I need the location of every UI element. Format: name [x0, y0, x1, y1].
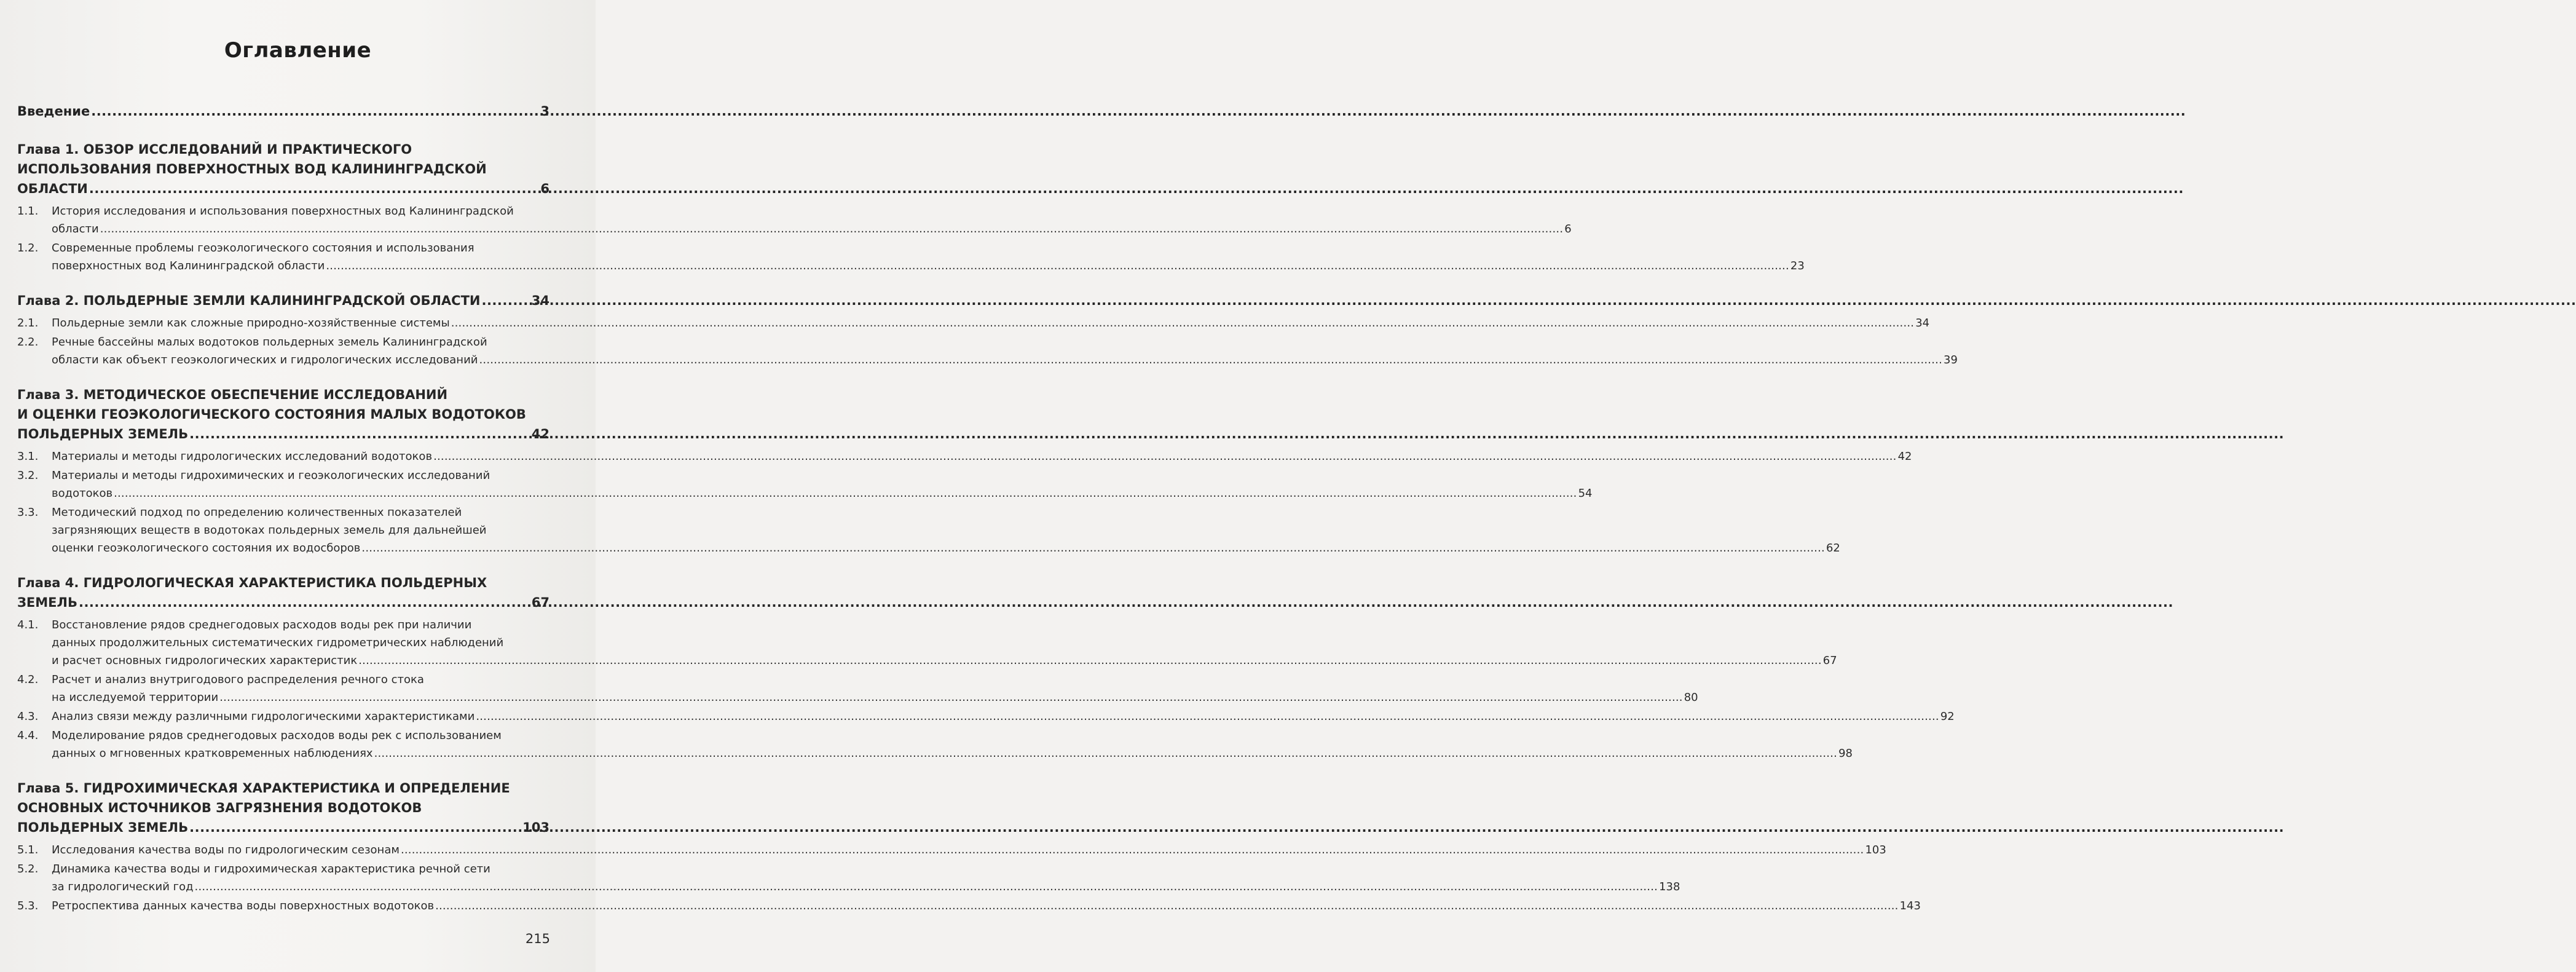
toc-section-entry[interactable] [17, 616, 1837, 670]
section-number: 4.4. [17, 729, 39, 742]
toc-page-number: 143 [1899, 899, 1921, 912]
section-title-line: Материалы и методы гидрохимических и геоэкологических исследований [52, 469, 490, 482]
dot-leader [374, 745, 1838, 762]
section-body [52, 333, 1958, 369]
section-title-line: водотоков [52, 487, 113, 500]
toc-section-entry[interactable] [17, 727, 1853, 762]
toc-section-entry[interactable] [17, 860, 1680, 896]
toc-page-number: 6 [1564, 223, 1572, 235]
chapter-title-line: ОСНОВНЫХ ИСТОЧНИКОВ ЗАГРЯЗНЕНИЯ ВОДОТОКОВ [17, 800, 422, 815]
chapter-block [17, 291, 1958, 369]
toc-section-entry[interactable] [17, 708, 1955, 725]
dot-leader [189, 424, 530, 444]
section-title-line: Восстановление рядов среднегодовых расходов воды рек при наличии [52, 618, 472, 631]
chapter-heading[interactable] [17, 778, 549, 837]
section-title-line: области как объект геоэкологических и гидрологических исследований [52, 354, 478, 366]
table-of-contents [17, 101, 1958, 931]
toc-section-entry[interactable] [17, 448, 1912, 465]
section-number: 1.1. [17, 205, 39, 218]
section-number: 3.2. [17, 469, 39, 482]
chapter-list [17, 140, 1958, 915]
section-title-line: Расчет и анализ внутригодового распределения речного стока [52, 673, 424, 686]
chapter-block [17, 140, 1805, 275]
toc-section-entry[interactable] [17, 671, 1698, 706]
section-number: 4.2. [17, 673, 39, 686]
toc-section-entry[interactable] [17, 467, 1593, 502]
section-number: 5.2. [17, 863, 39, 875]
chapter-title-line: Глава 2. ПОЛЬДЕРНЫЕ ЗЕМЛИ КАЛИНИНГРАДСКОЙ ОБЛАСТИ [17, 293, 481, 308]
toc-section-entry[interactable] [17, 897, 1921, 915]
chapter-block [17, 778, 1921, 915]
section-number: 3.3. [17, 506, 39, 519]
chapter-title-line: ИСПОЛЬЗОВАНИЯ ПОВЕРХНОСТНЫХ ВОД КАЛИНИНГРАДСКОЙ [17, 162, 487, 176]
dot-leader [358, 652, 1822, 670]
toc-page-number: 92 [1940, 710, 1955, 723]
section-body [52, 504, 1840, 557]
chapter-title-line: ПОЛЬДЕРНЫХ ЗЕМЕЛЬ [17, 427, 189, 441]
toc-section-entry[interactable] [17, 202, 1572, 238]
dot-leader [195, 878, 1658, 896]
chapter-heading[interactable] [17, 385, 549, 444]
toc-section-entry[interactable] [17, 314, 1930, 332]
section-title-line: Польдерные земли как сложные природно-хозяйственные системы [52, 317, 450, 330]
chapter-title-line: Глава 1. ОБЗОР ИССЛЕДОВАНИЙ И ПРАКТИЧЕСКОГО [17, 142, 412, 157]
section-number: 1.2. [17, 242, 39, 255]
section-title-line: за гидрологический год [52, 880, 194, 893]
page-title: Оглавление [224, 38, 372, 63]
section-body [52, 727, 1853, 762]
chapter-title-line: ЗЕМЕЛЬ [17, 595, 77, 610]
toc-page-number: 103 [1865, 844, 1886, 856]
chapter-heading[interactable] [17, 573, 549, 612]
chapter-title-line: Глава 4. ГИДРОЛОГИЧЕСКАЯ ХАРАКТЕРИСТИКА ПОЛЬДЕРНЫХ [17, 575, 487, 590]
dot-leader [89, 179, 540, 199]
chapter-heading[interactable] [17, 291, 549, 310]
dot-leader [451, 314, 1915, 332]
dot-leader [100, 220, 1564, 238]
toc-page-number: 67 [531, 595, 549, 610]
dot-leader [219, 689, 1683, 706]
toc-page-number: 23 [1790, 259, 1805, 272]
dot-leader [433, 448, 1897, 465]
toc-entry-label: Введение [17, 104, 90, 119]
section-title-line: Динамика качества воды и гидрохимическая характеристика речной сети [52, 863, 490, 875]
section-title-line: Моделирование рядов среднегодовых расходов воды рек с использованием [52, 729, 502, 742]
dot-leader [361, 539, 1825, 557]
dot-leader [91, 101, 539, 121]
section-title-line: поверхностных вод Калининградской области [52, 259, 325, 272]
section-number: 4.3. [17, 710, 39, 723]
dot-leader [481, 291, 530, 310]
toc-section-entry[interactable] [17, 504, 1840, 557]
section-title-line: данных о мгновенных кратковременных наблюдениях [52, 747, 373, 760]
section-body [52, 616, 1837, 670]
chapter-title-line: ОБЛАСТИ [17, 181, 88, 196]
toc-page-number: 67 [1822, 654, 1837, 667]
chapter-heading[interactable] [17, 140, 549, 199]
toc-section-entry[interactable] [17, 333, 1958, 369]
dot-leader [476, 708, 1939, 725]
section-title-line: на исследуемой территории [52, 691, 219, 704]
section-title-line: загрязняющих веществ в водотоках польдерных земель для дальнейшей [52, 524, 487, 537]
chapter-title-line: Глава 5. ГИДРОХИМИЧЕСКАЯ ХАРАКТЕРИСТИКА И ОПРЕДЕЛЕНИЕ [17, 781, 510, 796]
toc-page-number: 138 [1659, 880, 1680, 893]
section-number: 5.3. [17, 899, 39, 912]
section-number: 3.1. [17, 450, 39, 463]
toc-page-number: 34 [1915, 317, 1930, 330]
section-title-line: оценки геоэкологического состояния их водосборов [52, 542, 361, 555]
section-number: 2.2. [17, 336, 39, 349]
dot-leader [114, 484, 1577, 502]
toc-page-number: 103 [522, 820, 549, 835]
section-body [52, 467, 1593, 502]
toc-page-number: 62 [1826, 542, 1840, 555]
chapter-title-line: ПОЛЬДЕРНЫХ ЗЕМЕЛЬ [17, 820, 189, 835]
section-body [52, 897, 1921, 915]
dot-leader [79, 593, 530, 612]
section-body [52, 202, 1572, 238]
toc-section-entry[interactable] [17, 239, 1805, 275]
dot-leader [479, 351, 1942, 369]
toc-page-number: 6 [540, 181, 549, 196]
section-title-line: Исследования качества воды по гидрологическим сезонам [52, 844, 400, 856]
toc-section-entry[interactable] [17, 841, 1886, 859]
section-body [52, 671, 1698, 706]
toc-page-number: 42 [1897, 450, 1912, 463]
dot-leader [401, 841, 1864, 859]
dot-leader [435, 897, 1899, 915]
chapter-block [17, 573, 1955, 762]
section-title-line: Материалы и методы гидрологических исследований водотоков [52, 450, 433, 463]
section-title-line: и расчет основных гидрологических характеристик [52, 654, 358, 667]
toc-page-number: 80 [1684, 691, 1698, 704]
chapter-title-line: Глава 3. МЕТОДИЧЕСКОЕ ОБЕСПЕЧЕНИЕ ИССЛЕДОВАНИЙ [17, 387, 448, 402]
section-title-line: Речные бассейны малых водотоков польдерных земель Калининградской [52, 336, 487, 349]
dot-leader [326, 257, 1789, 275]
section-body [52, 708, 1955, 725]
section-number: 4.1. [17, 618, 39, 631]
chapter-title-line: И ОЦЕНКИ ГЕОЭКОЛОГИЧЕСКОГО СОСТОЯНИЯ МАЛЫХ ВОДОТОКОВ [17, 407, 526, 422]
toc-page-number: 3 [540, 104, 549, 119]
page-number: 215 [525, 931, 550, 946]
section-number: 5.1. [17, 844, 39, 856]
section-number: 2.1. [17, 317, 39, 330]
section-body [52, 860, 1680, 896]
toc-page-number: 42 [531, 427, 549, 441]
section-title-line: Ретроспектива данных качества воды поверхностных водотоков [52, 899, 435, 912]
section-body [52, 239, 1805, 275]
section-title-line: История исследования и использования поверхностных вод Калининградской [52, 205, 514, 218]
toc-page-number: 54 [1578, 487, 1593, 500]
dot-leader [189, 818, 521, 837]
section-title-line: Методический подход по определению количественных показателей [52, 506, 462, 519]
section-title-line: Анализ связи между различными гидрологическими характеристиками [52, 710, 475, 723]
section-body [52, 448, 1912, 465]
section-body [52, 841, 1886, 859]
section-body [52, 314, 1929, 332]
toc-page-number: 34 [531, 293, 549, 308]
section-title-line: данных продолжительных систематических гидрометрических наблюдений [52, 636, 504, 649]
section-title-line: области [52, 223, 99, 235]
toc-page-number: 39 [1944, 354, 1958, 366]
section-title-line: Современные проблемы геоэкологического состояния и использования [52, 242, 475, 255]
toc-page-number: 98 [1838, 747, 1853, 760]
chapter-block [17, 385, 1912, 557]
toc-entry-intro[interactable] [17, 101, 549, 121]
